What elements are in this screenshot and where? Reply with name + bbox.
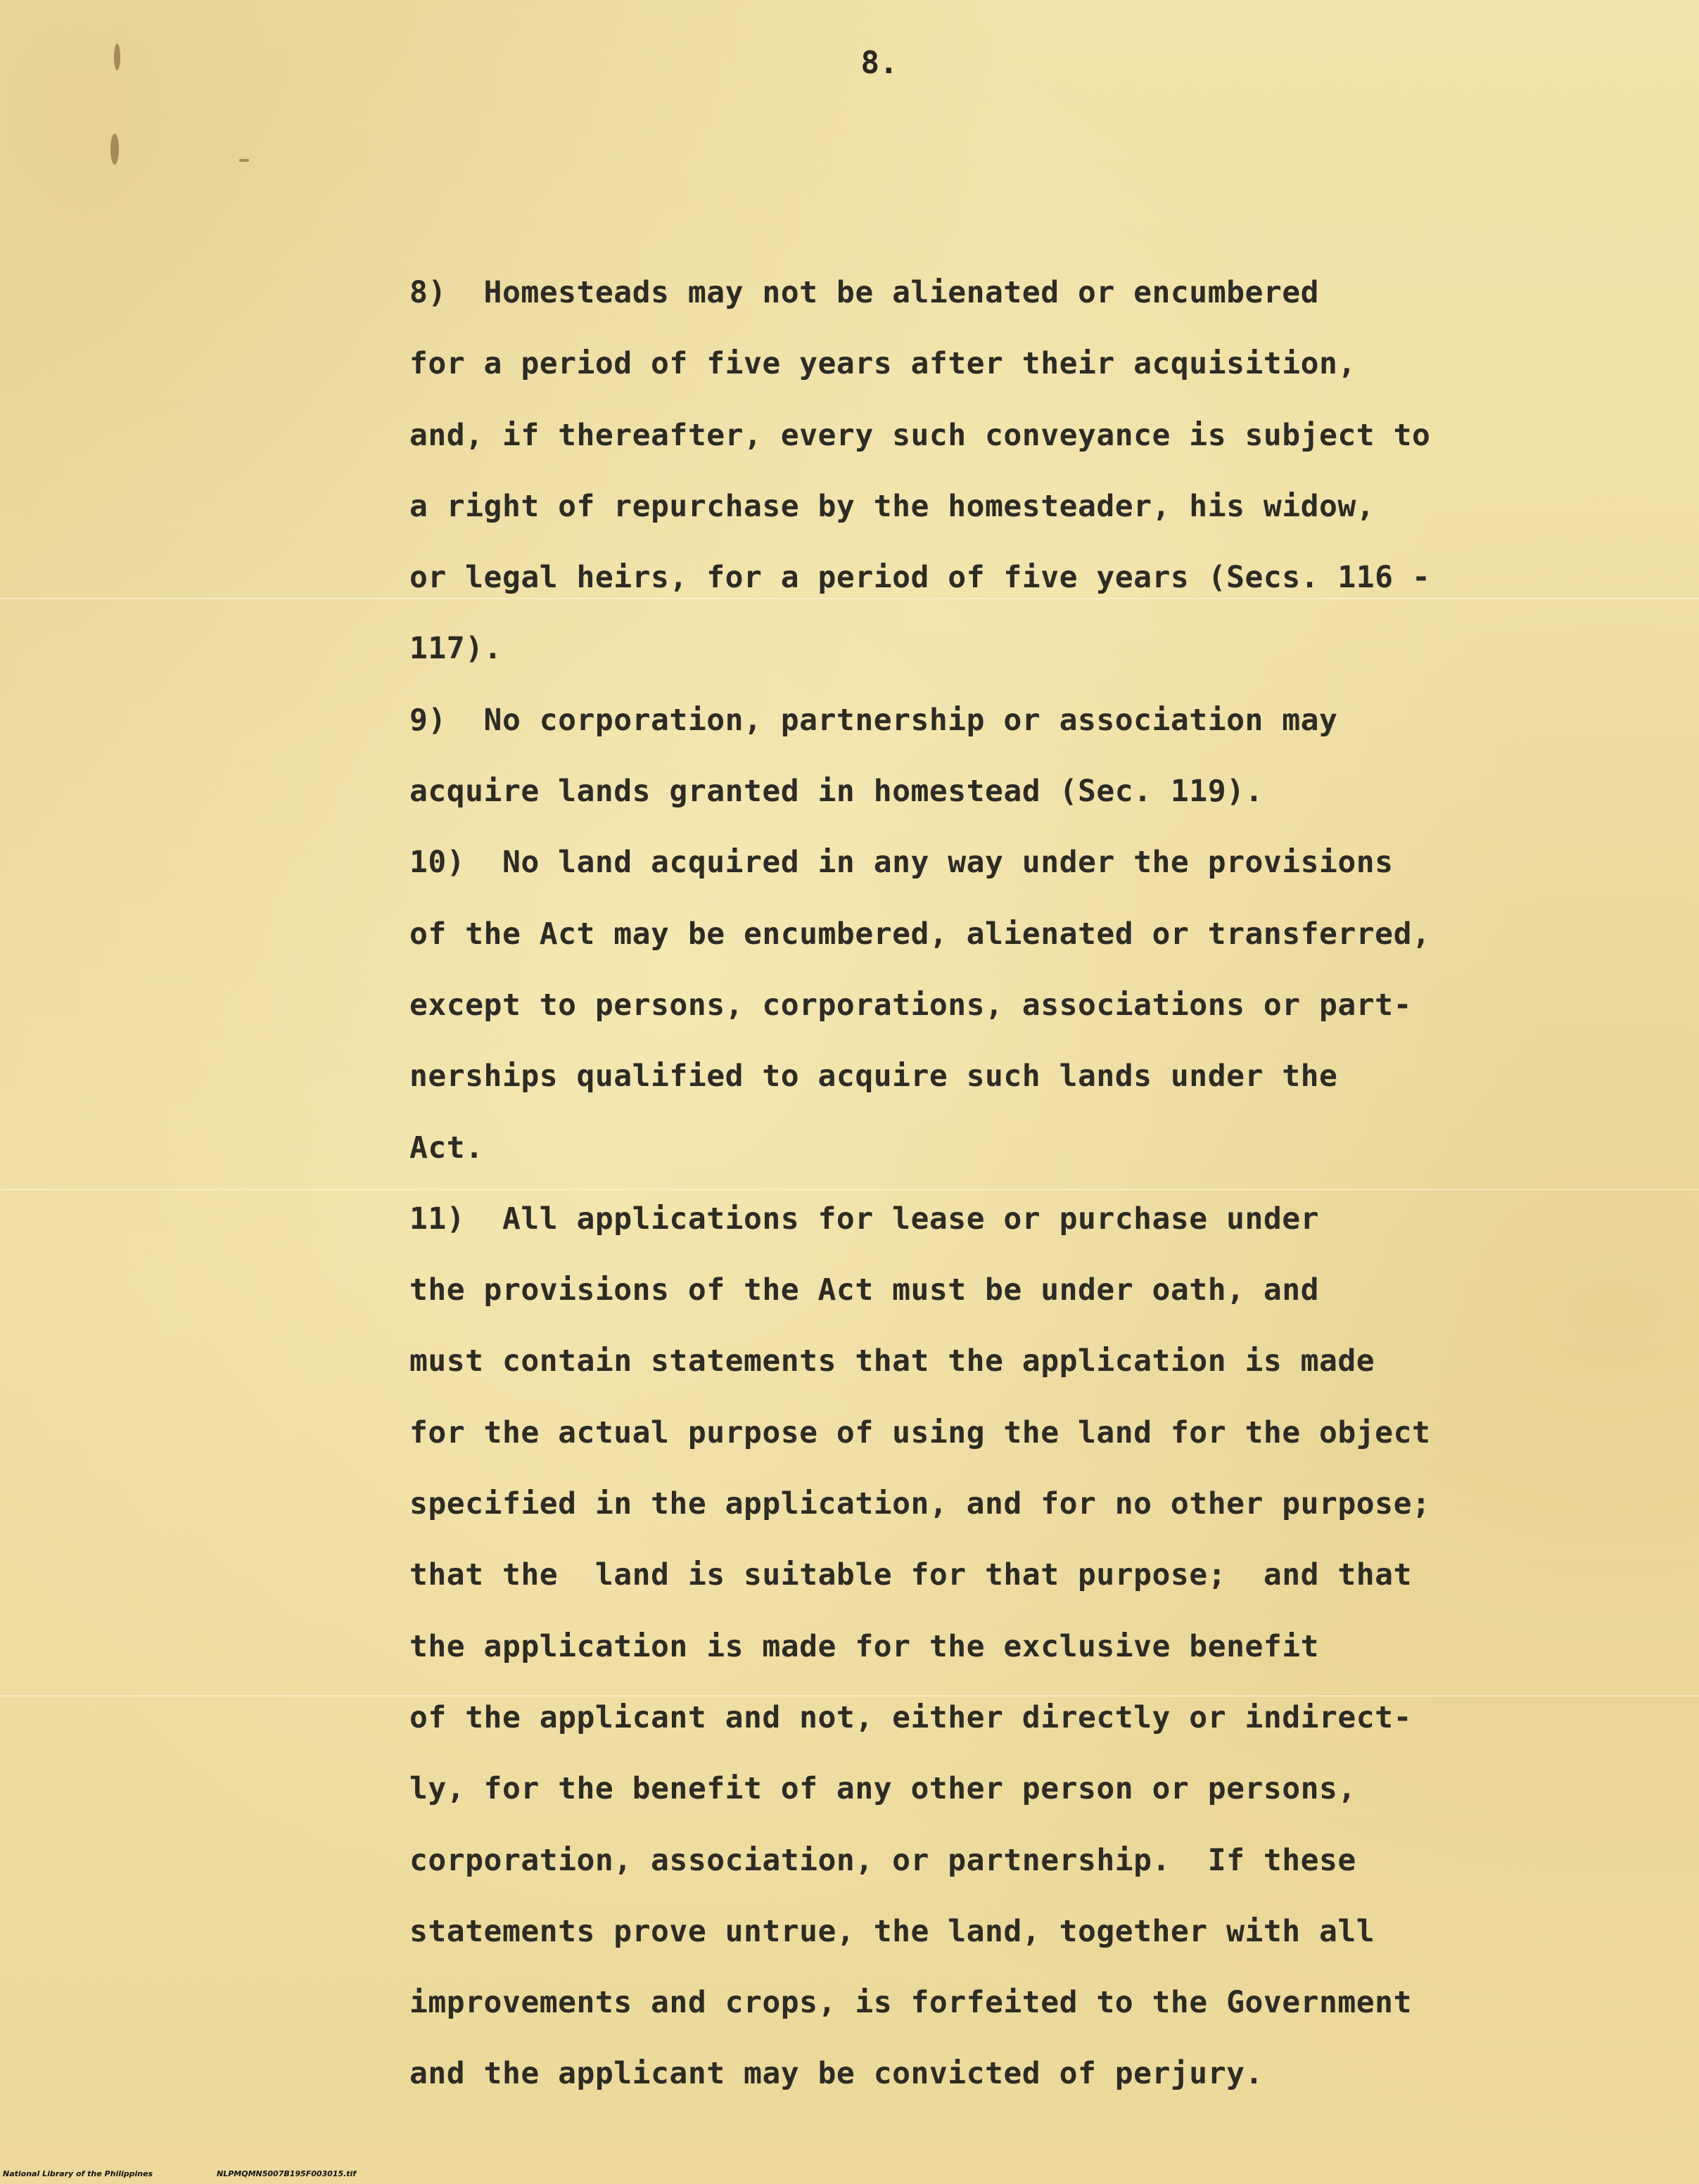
text-line: improvements and crops, is forfeited to the Government [409,1985,1412,2021]
text-line: corporation, association, or partnership. If these [409,1842,1356,1878]
text-line: for the actual purpose of using the land for the object [409,1415,1431,1450]
text-line: and, if thereafter, every such conveyance is subject to [409,417,1431,453]
ink-stain [110,134,119,165]
text-line: or legal heirs, for a period of five years (Secs. 116 - [409,560,1431,596]
text-line: for a period of five years after their acquisition, [409,346,1356,382]
text-line: that the land is suitable for that purpose; and that [409,1557,1412,1593]
text-line: statements prove untrue, the land, together with all [409,1913,1375,1949]
text-line: 9) No corporation, partnership or association may [409,702,1338,738]
text-line: of the applicant and not, either directly or indirect- [409,1699,1412,1735]
footer-library-label: National Library of the Philippines [3,2169,153,2178]
document-body [409,257,1634,2110]
text-line: and the applicant may be convicted of perjury. [409,2056,1264,2092]
page-number: 8. [860,45,898,81]
text-line: acquire lands granted in homestead (Sec. 119). [409,774,1264,810]
text-line: 11) All applications for lease or purchase under [409,1201,1320,1237]
ink-stain [239,159,249,162]
text-line: the application is made for the exclusive benefit [409,1628,1320,1664]
text-line: of the Act may be encumbered, alienated or transferred, [409,916,1431,952]
text-line: Act. [409,1130,484,1166]
text-line: the provisions of the Act must be under oath, and [409,1272,1320,1308]
text-line: 10) No land acquired in any way under the provisions [409,845,1394,881]
text-line: except to persons, corporations, associations or part- [409,987,1412,1023]
text-line: ly, for the benefit of any other person or persons, [409,1771,1356,1807]
text-line: a right of repurchase by the homesteader, his widow, [409,488,1375,524]
text-line: must contain statements that the application is made [409,1343,1375,1379]
text-line: 117). [409,631,502,667]
text-line: nerships qualified to acquire such lands under the [409,1059,1338,1094]
text-line: 8) Homesteads may not be alienated or encumbered [409,275,1320,310]
text-line: specified in the application, and for no other purpose; [409,1486,1431,1522]
ink-stain [114,44,120,70]
footer-file-code: NLPMQMN5007B195F003015.tif [217,2169,357,2178]
